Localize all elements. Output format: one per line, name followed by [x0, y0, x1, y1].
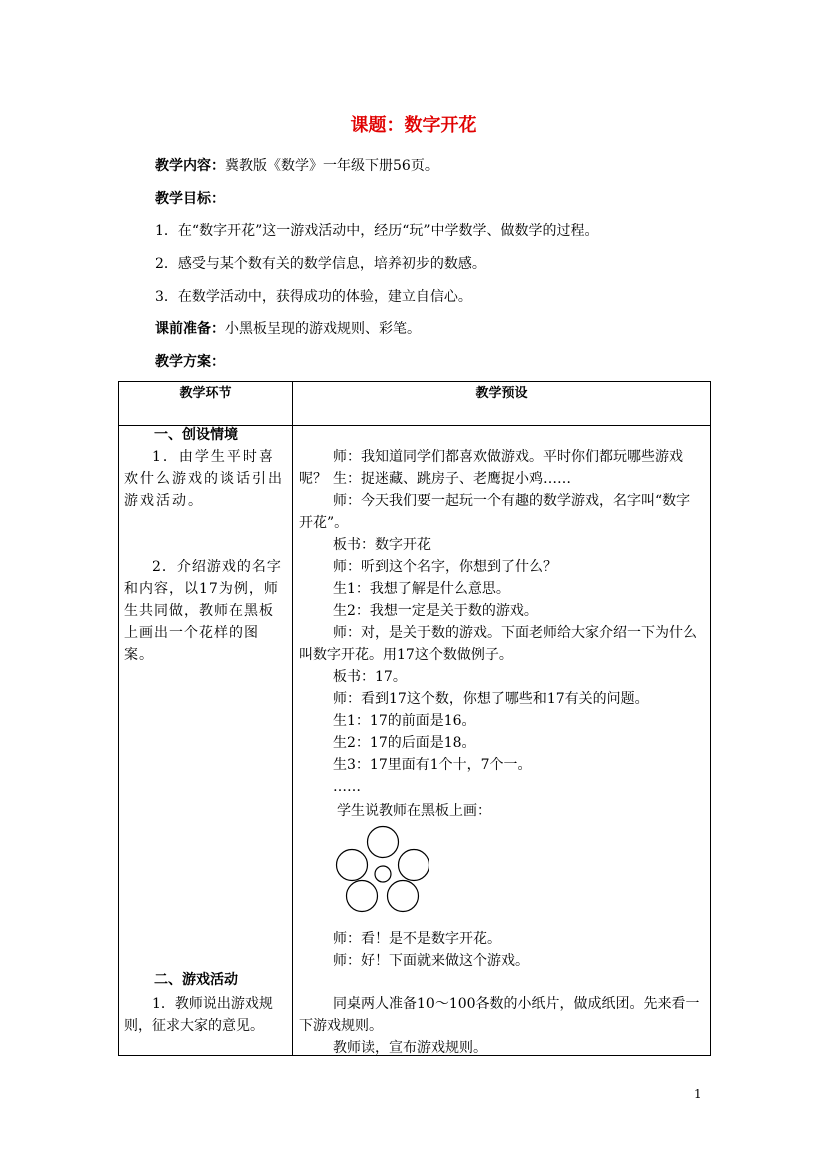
- goals-heading: [155, 188, 225, 208]
- content-line: [155, 155, 439, 175]
- dialogue-line: 教师读，宣布游戏规则。: [333, 1040, 487, 1056]
- stage-cell: [119, 426, 293, 1056]
- section-2-item-1: 1．教师说出游戏规则，征求大家的意见。: [124, 996, 273, 1034]
- prep-text: 小黑板呈现的游戏规则、彩笔。: [225, 321, 421, 337]
- dialogue-line: 生2：我想一定是关于数的游戏。: [333, 603, 538, 619]
- goal-item-2: 2．感受与某个数有关的数学信息，培养初步的数感。: [155, 256, 486, 272]
- plan-heading: [155, 351, 225, 371]
- design-cell: [293, 426, 711, 1056]
- number-flower-diagram: [335, 825, 429, 919]
- ellipsis-line: ……: [333, 779, 361, 795]
- flower-petal-bottom-right: [388, 881, 419, 912]
- page-title: 课题：数字开花: [350, 115, 477, 136]
- dialogue-line: 师：好！下面就来做这个游戏。: [333, 953, 529, 969]
- prep-line: [155, 318, 421, 338]
- dialogue-line: 师：听到这个名字，你想到了什么？: [333, 559, 557, 575]
- table-row: [119, 426, 711, 1056]
- content-text: 冀教版《数学》一年级下册56页。: [225, 158, 439, 174]
- flower-petal-bottom-left: [347, 881, 378, 912]
- dialogue-line: 师：看！是不是数字开花。: [333, 931, 501, 947]
- flower-petal-left: [337, 850, 368, 881]
- header-stage: 教学环节: [119, 382, 293, 426]
- dialogue-line: 生1：17的前面是16。: [333, 713, 476, 729]
- plan-label: 教学方案：: [155, 354, 225, 370]
- header-design: 教学预设: [293, 382, 711, 426]
- goals-label: 教学目标：: [155, 191, 225, 207]
- dialogue-line: 生3：17里面有1个十，7个一。: [333, 757, 532, 773]
- flower-petal-right: [399, 850, 430, 881]
- dialogue-line: 师：对，是关于数的游戏。下面老师给大家介绍一下为什么叫数字开花。用17这个数做例子。: [299, 625, 697, 663]
- dialogue-line: 板书：17。: [333, 669, 407, 685]
- section-1-item-1: 1．由学生平时喜欢什么游戏的谈话引出游戏活动。: [124, 449, 284, 509]
- goal-item-3: 3．在数学活动中，获得成功的体验，建立自信心。: [155, 289, 472, 305]
- dialogue-line: 生：捉迷藏、跳房子、老鹰捉小鸡……: [333, 471, 571, 487]
- section-1-title: 一、创设情境: [154, 427, 238, 443]
- dialogue-line: 板书：数字开花: [333, 537, 431, 553]
- goal-item-1: 1．在“数字开花”这一游戏活动中，经历“玩”中学数学、做数学的过程。: [155, 223, 599, 239]
- dialogue-line: 生2：17的后面是18。: [333, 735, 476, 751]
- page-number: 1: [694, 1087, 702, 1101]
- teaching-plan-table: [118, 381, 711, 1056]
- flower-petal-top: [368, 827, 399, 858]
- dialogue-line: 生1：我想了解是什么意思。: [333, 581, 510, 597]
- flower-center: [375, 866, 391, 882]
- dialogue-line: 学生说教师在黑板上画：: [337, 803, 491, 819]
- dialogue-line: 师：看到17这个数，你想了哪些和17有关的问题。: [333, 691, 649, 707]
- section-1-item-2: 2．介绍游戏的名字和内容，以17为例，师生共同做，教师在黑板上画出一个花样的图案。: [124, 559, 282, 663]
- dialogue-line: 师：我知道同学们都喜欢做游戏。平时你们都玩哪些游戏呢？: [299, 449, 683, 487]
- dialogue-line: 师：今天我们要一起玩一个有趣的数学游戏，名字叫“数字开花”。: [299, 493, 691, 531]
- prep-label: 课前准备：: [155, 321, 225, 337]
- section-2-title: 二、游戏活动: [154, 972, 238, 988]
- content-label: 教学内容：: [155, 158, 225, 174]
- table-header-row: [119, 382, 711, 426]
- dialogue-line: 同桌两人准备10～100各数的小纸片，做成纸团。先来看一下游戏规则。: [299, 996, 700, 1034]
